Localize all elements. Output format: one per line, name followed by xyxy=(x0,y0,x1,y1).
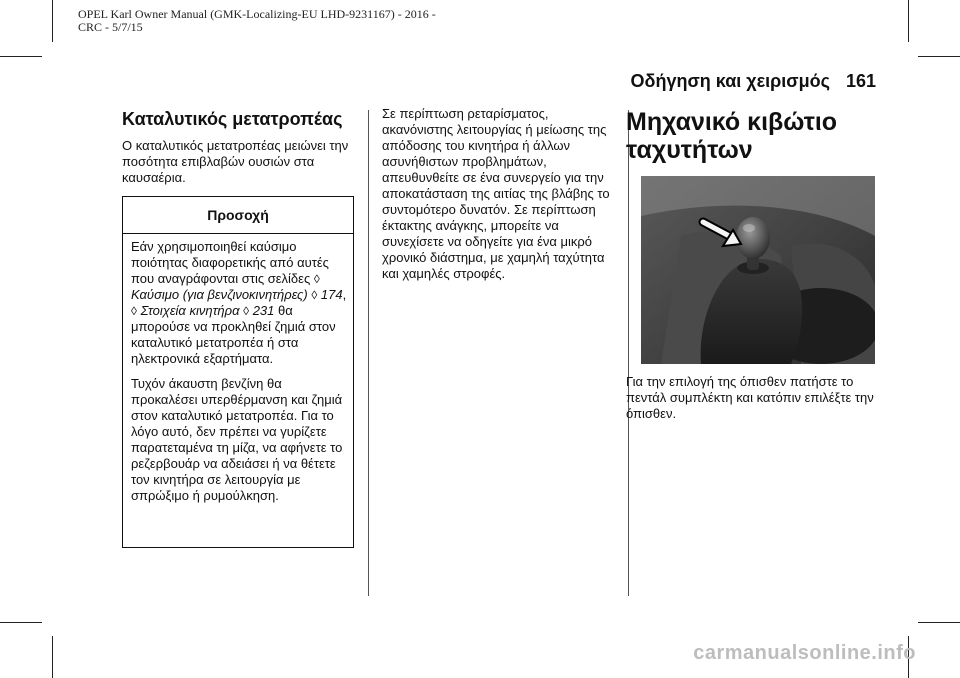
crop-mark xyxy=(52,636,53,678)
caution-text: Εάν χρησιμοποιηθεί καύσιμο ποιότητας διαφορετικής από αυτές που αναγράφονται στις σελίδες xyxy=(131,239,329,286)
catalytic-continuation: Σε περίπτωση ρεταρίσματος, ακανόνιστης λειτουργίας ή μείωσης της απόδοσης του κινητήρα ή άλλων ασυνήθιστων προβλημάτων, απευθυνθείτε σε ένα συνεργείο για την αποκατάσταση της αιτίας της βλάβης το συντομότερο δυνατόν. Σε περίπτωση έκτακτης ανάγκης, μπορείτε να συνεχίσετε να οδηγείτε για ένα μικρό χρονικό διάστημα, με χαμηλή ταχύτητα και χαμηλές στροφές. xyxy=(382,106,610,281)
catalytic-heading: Καταλυτικός μετατροπέας xyxy=(122,109,343,129)
page-ref-arrow-icon: ◊ xyxy=(311,288,318,302)
column-divider xyxy=(628,110,629,596)
crop-mark xyxy=(52,0,53,42)
page-ref-arrow-icon: ◊ xyxy=(131,304,137,318)
page-number: 161 xyxy=(845,71,876,91)
crop-mark xyxy=(0,56,42,57)
caution-body xyxy=(131,239,349,513)
crop-mark xyxy=(0,622,42,623)
manual-header-line-1: OPEL Karl Owner Manual (GMK-Localizing-EU LHD-9231167) - 2016 - xyxy=(78,7,436,21)
caution-text-end: θα μπορούσε να προκληθεί ζημιά στον καταλυτικό μετατροπέα ή στα ηλεκτρονικά εξαρτήματα. xyxy=(131,303,336,366)
crop-mark xyxy=(918,622,960,623)
column-divider xyxy=(368,110,369,596)
gear-lever-illustration xyxy=(641,176,875,364)
manual-header xyxy=(78,8,538,34)
manual-header-line-2: CRC - 5/7/15 xyxy=(78,20,143,34)
page-ref-number: 231 xyxy=(252,303,275,318)
catalytic-intro: Ο καταλυτικός μετατροπέας μειώνει την ποσότητα επιβλαβών ουσιών στα καυσαέρια. xyxy=(122,138,349,185)
gear-shift-photo xyxy=(641,176,875,364)
caution-paragraph-2: Τυχόν άκαυστη βενζίνη θα προκαλέσει υπερθέρμανση και ζημιά στον καταλυτικό μετατροπέα. Για το λόγο αυτό, δεν πρέπει να γυρίζετε παρατεταμένα τη μίζα, να αφήνετε το ρεζερβουάρ να αδειάσει ή να θέτετε τον κινητήρα σε λειτουργία με σπρώξιμο ή ρυμούλκηση. xyxy=(131,376,343,503)
caution-title: Προσοχή xyxy=(123,197,353,234)
ref-separator: , xyxy=(342,287,347,302)
crop-mark xyxy=(908,0,909,42)
section-title: Οδήγηση και χειρισμός xyxy=(630,71,830,91)
gearbox-text: Για την επιλογή της όπισθεν πατήστε το πεντάλ συμπλέκτη και κατόπιν επιλέξτε την όπισθεν. xyxy=(626,374,874,421)
page-ref-arrow-icon: ◊ xyxy=(313,272,320,286)
page-ref-label: Καύσιμο (για βενζινοκινητήρες) xyxy=(131,287,308,302)
page-ref-link[interactable] xyxy=(141,303,275,318)
page-ref-label: Στοιχεία κινητήρα xyxy=(140,303,240,318)
page-ref-number: 174 xyxy=(320,287,343,302)
caution-paragraph-1 xyxy=(131,239,349,367)
page-ref-link[interactable] xyxy=(131,287,343,302)
caution-box xyxy=(122,196,354,548)
crop-mark xyxy=(918,56,960,57)
page-ref-arrow-icon: ◊ xyxy=(243,304,250,318)
watermark: carmanualsonline.info xyxy=(693,642,916,664)
gearbox-heading: Μηχανικό κιβώτιο ταχυτήτων xyxy=(626,108,838,164)
